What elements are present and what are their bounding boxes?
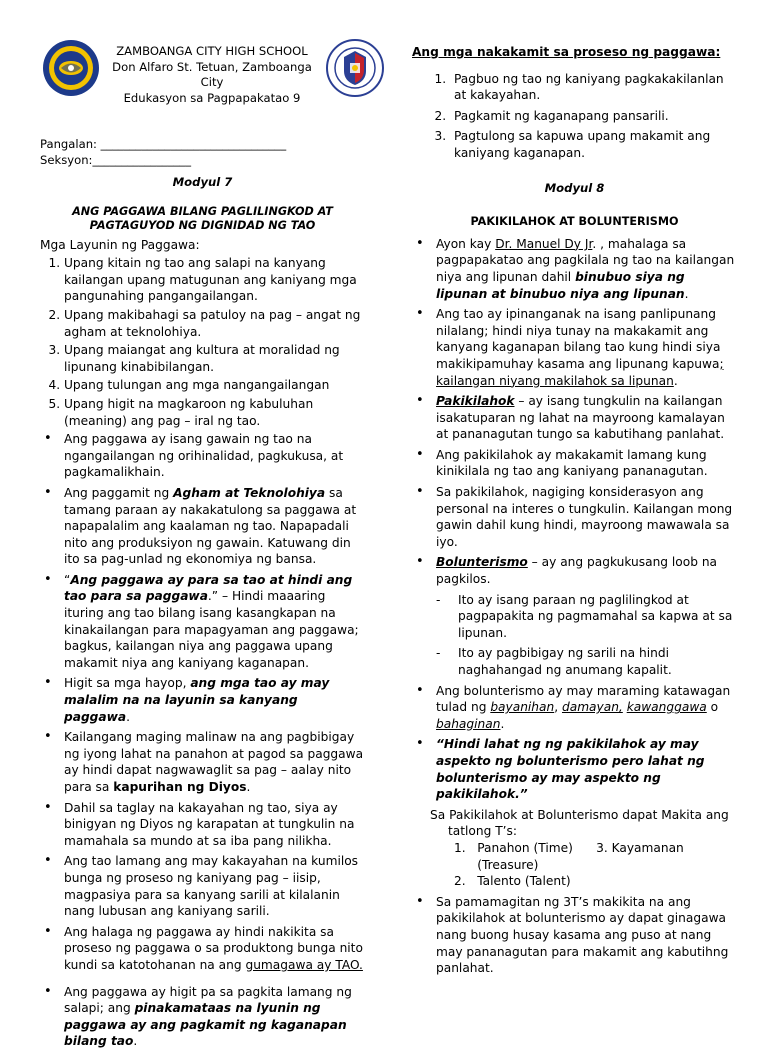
list-item: 1. Upang kitain ng tao ang salapi na kanyang kailangan upang matugunan ang kaniyang mga pangunahing pangangailangan. — [64, 255, 365, 305]
list-item: • “Hindi lahat ng ng pakikilahok ay may aspekto ng bolunterismo pero lahat ng bolunterismo ay may aspekto ng pakikilahok.” — [436, 736, 737, 802]
section-field[interactable]: Seksyon:_________________ — [40, 153, 192, 167]
list-item: • Ang paggamit ng Agham at Teknolohiya sa tamang paraan ay nakakatulong sa paggawa at napapalalim ang kaalaman ng tao. Napapadali nito ang produksiyon ng gawain. Katuwang din ito sa pag-unlad ng ekonomiya ng bansa. — [64, 485, 365, 568]
list-item: • Ang tao lamang ang may kakayahan na kumilos bunga ng proseso ng kaniyang pag – iisip, magpasiya para sa kanyang sarili at kilalanin nang lubusan ang kaniyang sarili. — [64, 853, 365, 919]
list-item: 4. Upang tulungan ang mga nangangailangan — [64, 377, 365, 394]
list-item: 2. Pagkamit ng kaganapang pansarili. — [450, 108, 737, 125]
list-item: • Sa pakikilahok, nagiging konsiderasyon ang personal na interes o tungkulin. Kailangan mong gawin dahil kung hindi, mayroong mawawala sa iyo. — [436, 484, 737, 550]
document-header — [40, 36, 365, 128]
deped-seal-icon — [326, 39, 384, 97]
list-item: • Ang paggawa ay isang gawain ng tao na ngangailangan ng orihinalidad, pagkukusa, at pagkamalikhain. — [64, 431, 365, 481]
module-7-label: Modyul 7 — [172, 175, 233, 189]
list-item: (Treasure) — [454, 857, 539, 872]
module-8-title: PAKIKILAHOK AT BOLUNTERISMO — [470, 215, 679, 229]
school-address: Don Alfaro St. Tetuan, Zamboanga City — [112, 59, 312, 90]
list-item: 3. Upang maiangat ang kultura at moralidad ng lipunang kinabibilangan. — [64, 342, 365, 375]
achieved-list — [412, 71, 737, 162]
list-item: 1. Pagbuo ng tao ng kaniyang pagkakakilanlan at kakayahan. — [450, 71, 737, 104]
module-8-bullets-3 — [412, 894, 737, 977]
list-item: • Pakikilahok – ay isang tungkulin na kailangan isakatuparan ng lahat na mayroong kamalayan at pananagutan tungo sa kabutihang panlahat. — [436, 393, 737, 443]
student-fields — [40, 136, 365, 168]
school-seal-icon — [42, 39, 100, 97]
bolunterismo-sublist — [412, 592, 737, 679]
list-item: • Sa pamamagitan ng 3T’s makikita na ang pakikilahok at bolunterismo ay dapat ginagawa nang buong husay kasama ang puso at nang may pananagutan para makamit ang kabutihng panlahat. — [436, 894, 737, 977]
list-item: • Ang pakikilahok ay makakamit lamang kung kinikilala ng tao ang kaniyang pananagutan. — [436, 447, 737, 480]
list-item: • Ayon kay Dr. Manuel Dy Jr. , mahalaga sa pagpapakatao ang pagkilala ng tao na kailangan niya ang lipunan dahil binubuo siya ng lipunan at binubuo niya ang lipunan. — [436, 236, 737, 302]
list-item: • Ang halaga ng paggawa ay hindi nakikita sa proseso ng paggawa o sa produktong bunga nito kundi sa katotohanan na ang gumagawa ay TAO. — [64, 924, 365, 974]
list-item: 2. Upang makibahagi sa patuloy na pag – angat ng agham at teknolohiya. — [64, 307, 365, 340]
module-7-title: ANG PAGGAWA BILANG PAGLILINGKOD AT PAGTAGUYOD NG DIGNIDAD NG TAO — [72, 204, 333, 232]
left-column — [40, 0, 365, 1054]
objectives-title: Mga Layunin ng Paggawa: — [40, 237, 200, 252]
module-8-label: Modyul 8 — [544, 180, 605, 195]
right-column — [412, 0, 737, 981]
list-item: • Ang bolunterismo ay may maraming katawagan tulad ng bayanihan, damayan, kawanggawa o bahaginan. — [436, 683, 737, 733]
list-item: • Ang tao ay ipinanganak na isang panlipunang nilalang; hindi niya tunay na makakamit ang kanyang kaganapan bilang tao kung hindi siya makikipamuhay kasama ang lipunang kapuwa; kailangan niyang makilahok sa lipunan. — [436, 306, 737, 389]
list-item: • Ang paggawa ay higit pa sa pagkita lamang ng salapi; ang pinakamataas na lyunin ng paggawa ay ang pagkamit ng kaganapan bilang tao. — [64, 984, 365, 1050]
list-item: 1. Panahon (Time) 3. Kayamanan — [454, 840, 684, 855]
list-item: 2. Talento (Talent) — [454, 874, 571, 889]
subject-name: Edukasyon sa Pagpapakatao 9 — [123, 90, 301, 105]
list-item: 5. Upang higit na magkaroon ng kabuluhan (meaning) ang pag – iral ng tao. — [64, 396, 365, 429]
list-item: • “Ang paggawa ay para sa tao at hindi ang tao para sa paggawa.” – Hindi maaaring ituring ang tao bilang isang kasangkapan na kinakailangan para mapagyaman ang paggawa; bagkus, kailangan niya ang paggawa upang makamit niya ang kaniyang kaganapan. — [64, 572, 365, 672]
school-name: ZAMBOANGA CITY HIGH SCHOOL — [116, 44, 308, 58]
achieved-title: Ang mga nakakamit sa proseso ng paggawa: — [412, 45, 721, 59]
list-item: • Dahil sa taglay na kakayahan ng tao, siya ay binigyan ng Diyos ng karapatan at tungkulin na mamahala sa mundo at sa iba pang nilikha. — [64, 800, 365, 850]
name-field[interactable]: Pangalan: ________________________________ — [40, 137, 287, 151]
list-item: - Ito ay pagbibigay ng sarili na hindi naghahangad ng anumang kapalit. — [458, 645, 737, 678]
module-7-bullets — [40, 431, 365, 1050]
module-8-bullets-2 — [412, 683, 737, 803]
ts-list — [412, 840, 737, 890]
list-item: • Bolunterismo – ay ang pagkukusang loob na pagkilos. — [436, 554, 737, 587]
list-item: - Ito ay isang paraan ng paglilingkod at pagpapakita ng pagmamahal sa kapwa at sa lipunan. — [458, 592, 737, 642]
list-item: • Kailangang maging malinaw na ang pagbibigay ng iyong lahat na panahon at pagod sa paggawa ay hindi dapat nagwawaglit sa pag – aalay nito para sa kapurihan ng Diyos. — [64, 729, 365, 795]
module-8-bullets — [412, 236, 737, 588]
school-block — [100, 44, 324, 106]
list-item: • Higit sa mga hayop, ang mga tao ay may malalim na na layunin sa kanyang paggawa. — [64, 675, 365, 725]
list-item: 3. Pagtulong sa kapuwa upang makamit ang kaniyang kaganapan. — [450, 128, 737, 161]
ts-intro: Sa Pakikilahok at Bolunterismo dapat Makita ang tatlong T’s: — [430, 807, 729, 839]
objectives-list — [40, 255, 365, 429]
